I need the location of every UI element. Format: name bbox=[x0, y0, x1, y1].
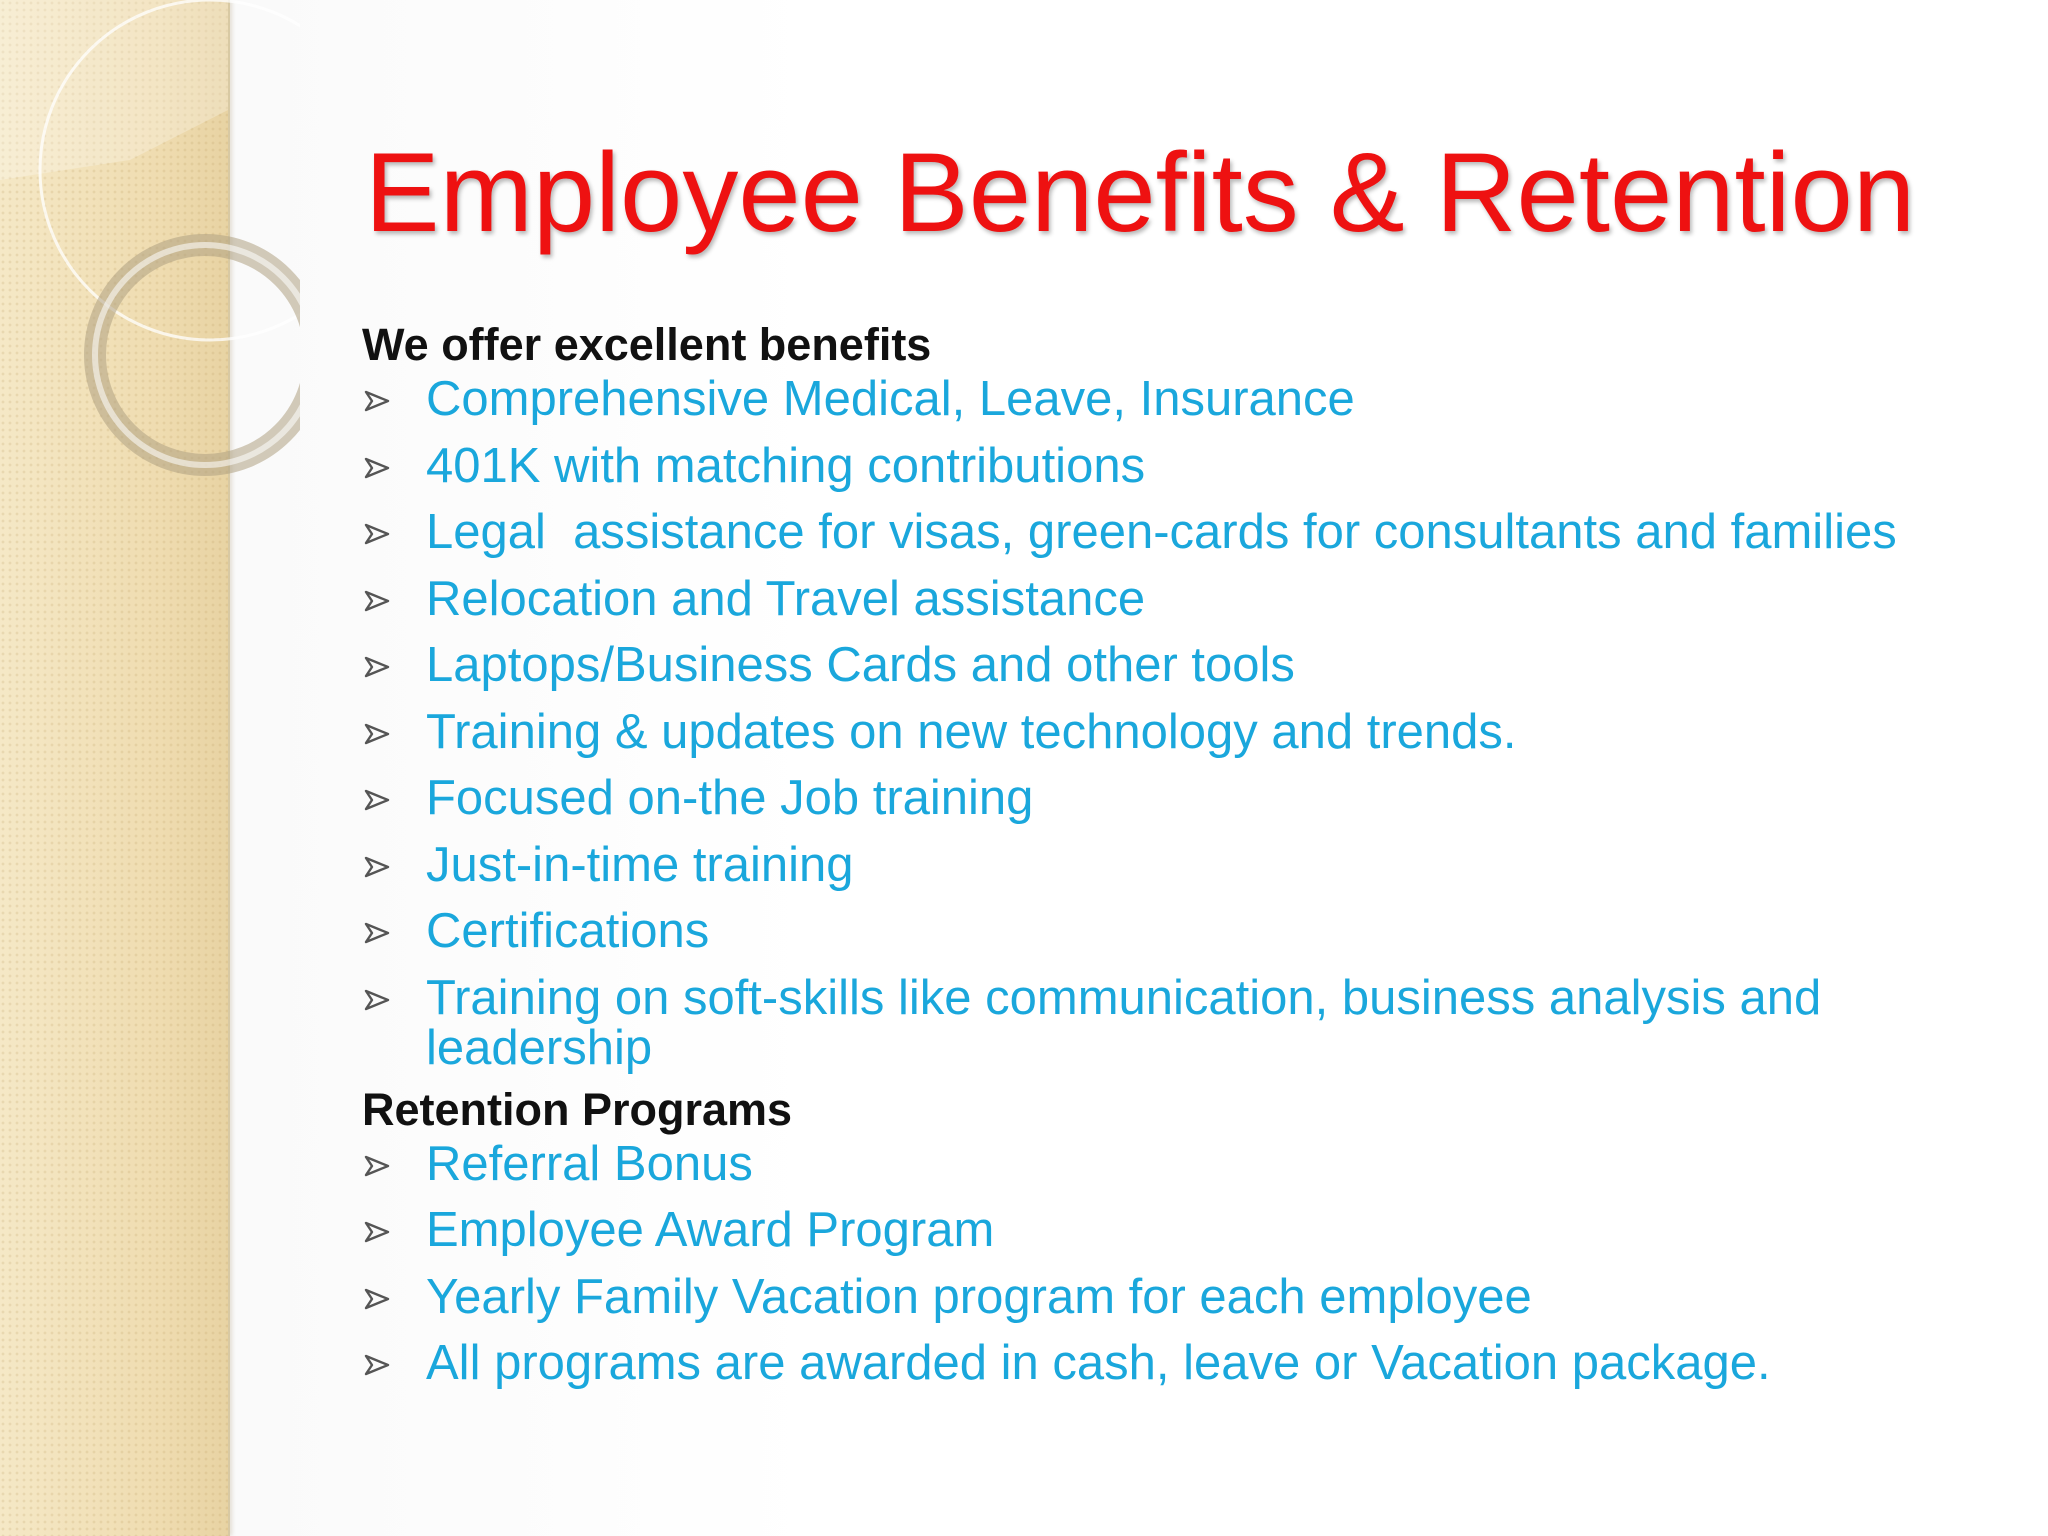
arrow-bullet-icon bbox=[364, 656, 390, 678]
list-item-label: Yearly Family Vacation program for each employee bbox=[426, 1269, 1532, 1324]
arrow-bullet-icon bbox=[364, 390, 390, 412]
arrow-bullet-icon bbox=[364, 1155, 390, 1177]
retention-list bbox=[362, 1136, 2002, 1390]
list-item-label: Relocation and Travel assistance bbox=[426, 571, 1146, 626]
list-item bbox=[362, 1338, 2002, 1388]
list-item-label: All programs are awarded in cash, leave or Vacation package. bbox=[426, 1336, 1771, 1390]
arrow-bullet-icon bbox=[364, 1221, 390, 1243]
arrow-bullet-icon bbox=[364, 457, 390, 479]
arrow-bullet-icon bbox=[364, 1354, 390, 1376]
list-item bbox=[362, 837, 2002, 892]
decorative-rings bbox=[0, 0, 300, 520]
arrow-bullet-icon bbox=[364, 1288, 390, 1310]
benefits-section bbox=[362, 316, 2002, 1073]
list-item-label: Legal assistance for visas, green-cards for consultants and families bbox=[426, 505, 1897, 559]
list-item-label: Training & updates on new technology and trends. bbox=[426, 704, 1517, 759]
list-item bbox=[362, 970, 2002, 1075]
list-item bbox=[362, 1205, 2002, 1255]
list-item-label: Just-in-time training bbox=[426, 837, 854, 892]
benefits-heading: We offer excellent benefits bbox=[362, 319, 932, 370]
list-item-label: 401K with matching contributions bbox=[426, 438, 1146, 493]
slide-content bbox=[362, 316, 2002, 1396]
benefits-list bbox=[362, 374, 2002, 1073]
arrow-bullet-icon bbox=[364, 590, 390, 612]
list-item bbox=[362, 374, 2002, 424]
list-item bbox=[362, 571, 2002, 626]
list-item bbox=[362, 438, 2002, 493]
retention-section bbox=[362, 1081, 2002, 1389]
arrow-bullet-icon bbox=[364, 523, 390, 545]
list-item bbox=[362, 773, 2002, 823]
arrow-bullet-icon bbox=[364, 723, 390, 745]
list-item-label: Certifications bbox=[426, 904, 710, 958]
arrow-bullet-icon bbox=[364, 989, 390, 1011]
list-item bbox=[362, 1269, 2002, 1324]
list-item-label: Focused on-the Job training bbox=[426, 771, 1034, 825]
slide-title: Employee Benefits & Retention bbox=[364, 130, 1916, 255]
list-item bbox=[362, 640, 2002, 690]
list-item bbox=[362, 1136, 2002, 1191]
list-item-label: Employee Award Program bbox=[426, 1203, 995, 1257]
list-item-label: Referral Bonus bbox=[426, 1136, 753, 1191]
arrow-bullet-icon bbox=[364, 789, 390, 811]
list-item-label: Laptops/Business Cards and other tools bbox=[426, 638, 1295, 692]
list-item bbox=[362, 704, 2002, 759]
retention-heading: Retention Programs bbox=[362, 1083, 793, 1135]
list-item bbox=[362, 906, 2002, 956]
arrow-bullet-icon bbox=[364, 922, 390, 944]
arrow-bullet-icon bbox=[364, 856, 390, 878]
list-item bbox=[362, 507, 2002, 557]
list-item-label: Training on soft-skills like communication, business analysis and leadership bbox=[426, 970, 1822, 1075]
list-item-label: Comprehensive Medical, Leave, Insurance bbox=[426, 372, 1355, 426]
